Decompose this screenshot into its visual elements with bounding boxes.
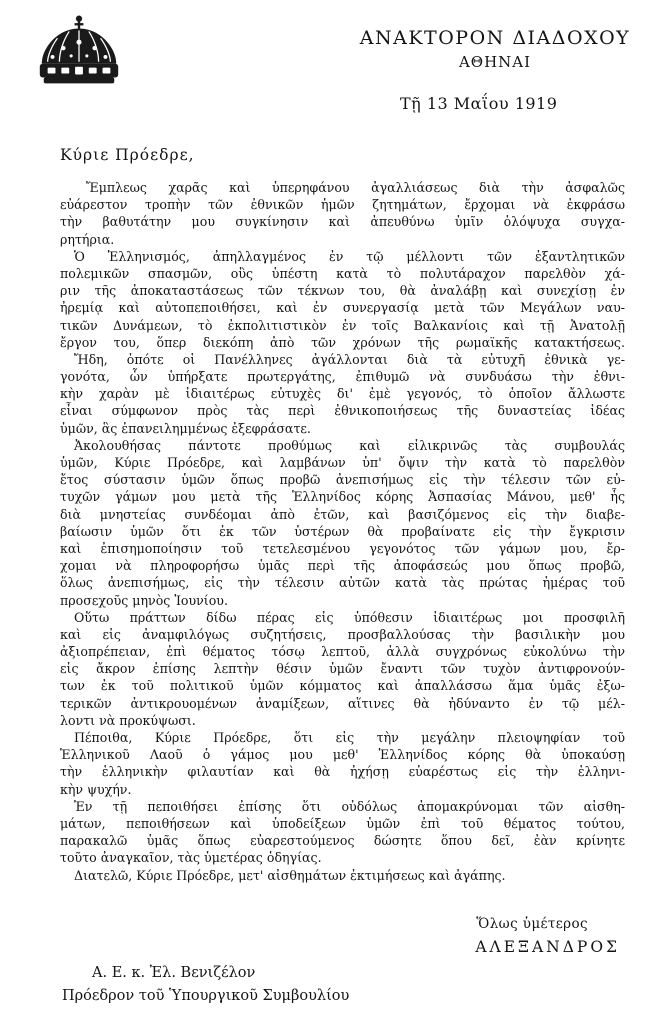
body-line: τερικῶν ἀντικρουομένων ἀναμίξεων, αἵτινες θὰ ἠδύναντο ἐν τῷ μέλ- [60, 695, 625, 711]
letterhead-title: ΑΝΑΚΤΟΡΟΝ ΔΙΑΔΟΧΟΥ [359, 27, 631, 49]
body-line: ἔτος σύστασιν ὑμῶν ὅπως προβῶ ἀνεπισήμως εἰς τὴν τέλεσιν τῶν εὐ- [60, 472, 625, 488]
closing-greeting: Ὅλως ὑμέτερος [476, 916, 588, 932]
addressee [62, 962, 349, 1008]
body-line: Ἑλληνικοῦ Λαοῦ ὁ γάμος μου μεθ' Ἑλληνίδος κόρης θὰ ὑποκαύσῃ [60, 747, 625, 763]
body-line: ὑμῶν, Κύριε Πρόεδρε, καὶ λαμβάνων ὑπ' ὄψιν τὴν κατὰ τὸ παρελθὸν [60, 455, 625, 470]
addressee-name: Α. Ε. κ. Ἐλ. Βενιζέλον [92, 965, 256, 981]
body-line: καὶ εἰς ἀναμφιλόγως συζητήσεις, προσβαλλούσας τὴν βασιλικὴν μου [60, 626, 625, 642]
body-line: παρακαλῶ ὑμᾶς ὅπως εὐαρεστούμενος δώσητε ὅπου δεῖ, ἐὰν κρίνητε [60, 833, 625, 849]
letterhead-city: ΑΘΗΝΑΙ [458, 53, 532, 71]
body-line: Ὁ Ἑλληνισμός, ἀπηλλαγμένος ἐν τῷ μέλλοντι τῶν ἐξαντλητικῶν [74, 248, 625, 264]
body-line: ὑμῶν, ἃς ἐπανειλημμένως ἐξεφράσατε. [60, 420, 311, 436]
body-line: κὴν χαρὰν μὲ ἰδιαιτέρως εὐτυχὲς δι' ἐμὲ γεγονός, τὸ ὁποῖον ἄλλωστε [60, 386, 625, 402]
body-line: διὰ μνηστείας συνδέομαι ἀπὸ ἐτῶν, καὶ βασιζόμενος εἰς τὴν διαβε- [60, 506, 625, 522]
body-line: Ἀκολουθήσας πάντοτε προθύμως καὶ εἰλικρινῶς τὰς συμβουλάς [74, 437, 625, 453]
body-line: Ἔμπλεως χαρᾶς καὶ ὑπερηφάνου ἀγαλλιάσεως διὰ τὴν ἀσφαλῶς [86, 180, 625, 195]
body-line: Διατελῶ, Κύριε Πρόεδρε, μετ' αἰσθημάτων ἐκτιμήσεως καὶ ἀγάπης. [74, 867, 506, 883]
body-line: ἔργον του, ὅπερ διεκόπη ἀπὸ τῶν χρόνων τῆς ρωμαϊκῆς κατακτήσεως. [60, 334, 625, 350]
body-line: τικῶν Δυνάμεων, τὸ ἐκπολιτιστικὸν ἐν τοῖς Βαλκανίοις καὶ τῇ Ἀνατολῇ [60, 317, 625, 333]
body-line: εἰς ἄκρον ἐπίσης λεπτὴν θέσιν ὑμῶν ἔναντι τῶν τυχὸν ἀντιφρονούν- [60, 661, 625, 677]
body-line: ριν τῆς ἀποκαταστάσεως τῶν τέκνων του, θὰ ἀναλάβῃ καὶ συνεχίσῃ ἐν [60, 283, 625, 299]
royal-crown-icon [30, 12, 128, 92]
body-line: Ἤδη, ὁπότε οἱ Πανέλληνες ἀγάλλονται διὰ τὰ εὐτυχῆ ἐθνικὰ γε- [74, 351, 625, 367]
body-line: κὴν ψυχήν. [60, 781, 132, 797]
body-line: γονότα, ὧν ὑπήρξατε πρωτεργάτης, ἐπιθυμῶ νὰ συνδυάσω τὴν ἐθνι- [60, 369, 625, 385]
body-line: ρητήρια. [60, 231, 115, 247]
letter-body [60, 179, 625, 884]
body-line: ἠρεμίᾳ καὶ αὐτοπεποιθήσει, καὶ ἐν συνεργασίᾳ μετὰ τῶν Μεγάλων ναυ- [60, 300, 625, 316]
body-line: ὅλως ἀνεπισήμως, εἰς τὴν τέλεσιν αὐτῶν κατὰ τὰς πρώτας ἡμέρας τοῦ [60, 575, 625, 591]
body-line: χομαι νὰ πληροφορήσω ὑμᾶς περὶ τῆς ἀποφάσεώς μου ὅπως προβῶ, [60, 558, 625, 574]
body-line: εἶναι σύμφωνον πρὸς τὰς περὶ ἐθνικοποιήσεως τῆς δυναστείας ἰδέας [60, 403, 625, 419]
body-line: ἀξιοπρέπειαν, ἐπὶ θέματος τόσῳ λεπτοῦ, ἀλλὰ συγχρόνως εὐκολύνω τὴν [60, 644, 625, 660]
body-line: εὐάρεστον τροπὴν τῶν ἐθνικῶν ἡμῶν ζητημάτων, ἔρχομαι νὰ ἐκφράσω [60, 197, 625, 213]
body-line: προσεχοῦς μηνὸς Ἰουνίου. [60, 592, 228, 608]
body-line: βαίωσιν ὑμῶν ὅτι ἐκ τῶν ὑστέρων θὰ προβαίνατε εἰς τὴν ἔγκρισιν [60, 523, 625, 539]
body-line: τὴν ἑλληνικὴν φιλαυτίαν καὶ θὰ ἠχήσῃ εὐαρέστως εἰς τὴν ἑλληνι- [60, 764, 625, 780]
salutation: Κύριε Πρόεδρε, [60, 146, 195, 164]
letterhead [330, 26, 660, 73]
body-line: πολεμικῶν σπασμῶν, οὓς ὑπέστη κατὰ τὸ πολυτάραχον παρελθὸν χά- [60, 265, 625, 281]
body-line: λοντι νὰ προκύψωσι. [60, 712, 196, 728]
addressee-title: Πρόεδρον τοῦ Ὑπουργικοῦ Συμβουλίου [62, 988, 350, 1004]
body-line: τοῦτο ἀναγκαῖον, τὰς ὑμετέρας ὁδηγίας. [60, 850, 322, 866]
body-line: καὶ ἐπισημοποίησιν τοῦ τετελεσμένου γεγονότος τῶν γάμων μου, ἔρ- [60, 540, 625, 556]
body-line: των ἐκ τοῦ πολιτικοῦ ὑμῶν κόμματος καὶ ἀπαλλάσσω ἅμα ὑμᾶς ἐξω- [60, 678, 625, 694]
letter-date: Τῇ 13 Μαΐου 1919 [400, 94, 558, 113]
closing [420, 914, 620, 958]
body-line: Οὕτω πράττων δίδω πέρας εἰς ὑπόθεσιν ἰδιαιτέρως μοι προσφιλῆ [74, 609, 625, 625]
body-line: Πέποιθα, Κύριε Πρόεδρε, ὅτι εἰς τὴν μεγάλην πλειοψηφίαν τοῦ [74, 730, 625, 745]
body-line: Ἐν τῇ πεποιθήσει ἐπίσης ὅτι οὐδόλως ἀπομακρύνομαι τῶν αἰσθη- [74, 798, 625, 814]
body-line: τὴν βαθυτάτην μου συγκίνησιν καὶ ἀπευθύνω ὑμῖν ὁλόψυχα συγχα- [60, 214, 625, 230]
body-line: μάτων, πεποιθήσεων καὶ ὑποδείξεων ὑμῶν ἐπὶ τοῦ θέματος τούτου, [60, 815, 625, 831]
signature: ΑΛΕΞΑΝΔΡΟΣ [475, 938, 620, 956]
body-line: τυχῶν γάμων μου μετὰ τῆς Ἑλληνίδος κόρης Ἀσπασίας Μάνου, μεθ' ἧς [60, 489, 625, 505]
